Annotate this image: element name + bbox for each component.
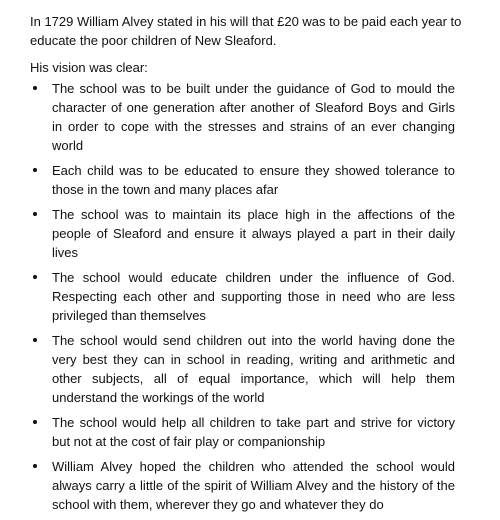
bullet-icon [33,168,37,172]
bullet-icon [33,464,37,468]
list-item [0,205,500,262]
list-item-text: The school was to be built under the guidance of God to mould the character of one generation after another of Sleaford Boys and Girls in order to cope with the stresses and strains of an ever changing world [52,81,455,153]
intro-paragraph: In 1729 William Alvey stated in his will that £20 was to be paid each year to educate the poor children of New Sleaford. [30,14,462,48]
bullet-icon [33,86,37,90]
list-item [0,413,500,451]
list-item [0,79,500,155]
list-item-text: The school would send children out into the world having done the very best they can in school in reading, writing and arithmetic and other subjects, all of equal importance, which will help them understand the workings of the world [52,333,455,405]
list-item-text: William Alvey hoped the children who attended the school would always carry a little of the spirit of William Alvey and the history of the school with them, wherever they go and whatever they do [52,459,455,512]
bullet-icon [33,275,37,279]
vision-bullet-list [0,79,500,520]
list-item-text: The school was to maintain its place high in the affections of the people of Sleaford and ensure it always played a part in their daily lives [52,207,455,260]
list-item [0,161,500,199]
list-item-text: The school would help all children to take part and strive for victory but not at the cost of fair play or companionship [52,415,455,449]
list-item [0,268,500,325]
list-item [0,457,500,514]
bullet-icon [33,420,37,424]
bullet-icon [33,212,37,216]
vision-heading: His vision was clear: [30,60,148,75]
list-item-text: Each child was to be educated to ensure they showed tolerance to those in the town and many places afar [52,163,455,197]
list-item-text: The school would educate children under the influence of God. Respecting each other and supporting those in need who are less privileged than themselves [52,270,455,323]
bullet-icon [33,338,37,342]
list-item [0,331,500,407]
